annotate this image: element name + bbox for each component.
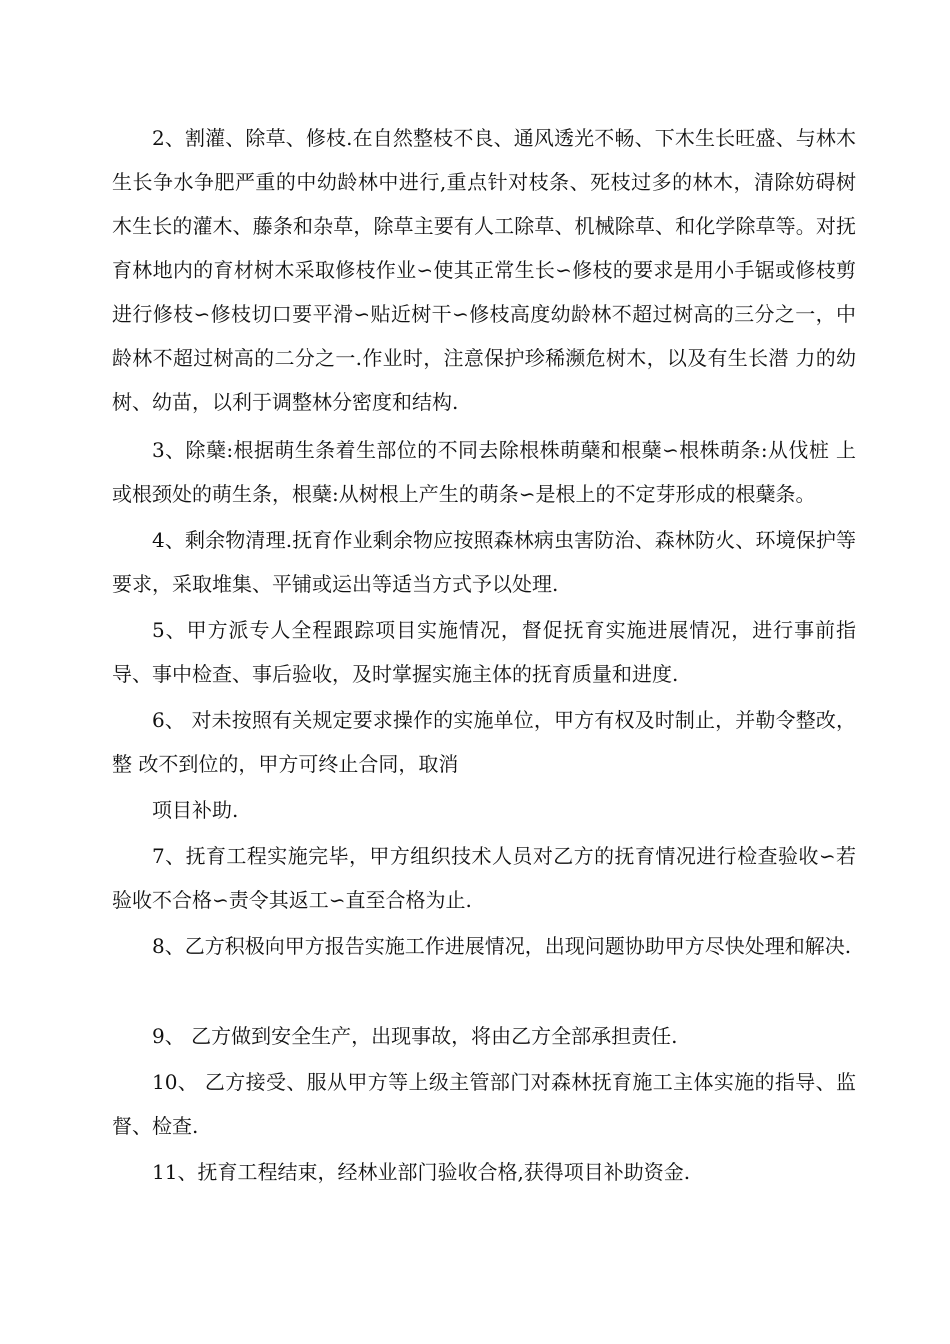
paragraph-item-5: 5、甲方派专人全程跟踪项目实施情况，督促抚育实施进展情况，进行事前指导、事中检查、事后验收，及时掌握实施主体的抚育质量和进度. — [112, 618, 856, 686]
paragraph-item-9: 9、 乙方做到安全生产，出现事故，将由乙方全部承担责任. — [152, 1024, 678, 1048]
paragraph-item-2: 2、割灌、除草、修枝.在自然整枝不良、通风透光不畅、下木生长旺盛、与林木生长争水争肥严重的中幼龄林中进行,重点针对枝条、死枝过多的林木，清除妨碍树木生长的灌木、藤条和杂草，除草主要有人工除草、机械除草、和化学除草等。对抚育林地内的育材树木采取修枝作业∽使其正常生长∽修枝的要求是用小手锯或修枝剪进行修枝∽修枝切口要平滑∽贴近树干∽修枝高度幼龄林不超过树高的三分之一，中龄林不超过树高的二分之一.作业时，注意保护珍稀濒危树木，以及有生长潜 力的幼树、幼苗，以利于调整林分密度和结构. — [112, 126, 856, 414]
paragraph-item-10: 10、 乙方接受、服从甲方等上级主管部门对森林抚育施工主体实施的指导、监督、检查. — [112, 1070, 856, 1138]
paragraph-item-3: 3、除蘖:根据萌生条着生部位的不同去除根株萌蘖和根蘖∽根株萌条:从伐桩 上或根颈处的萌生条，根蘖:从树根上产生的萌条∽是根上的不定芽形成的根蘖条。 — [112, 438, 856, 506]
paragraph-item-11: 11、抚育工程结束，经林业部门验收合格,获得项目补助资金. — [152, 1160, 691, 1184]
paragraph-item-6: 6、 对未按照有关规定要求操作的实施单位，甲方有权及时制止，并勒令整改，整 改不到位的，甲方可终止合同，取消 — [112, 708, 856, 776]
paragraph-item-8: 8、乙方积极向甲方报告实施工作进展情况，出现问题协助甲方尽快处理和解决. — [152, 934, 852, 958]
paragraph-item-4: 4、剩余物清理.抚育作业剩余物应按照森林病虫害防治、森林防火、环境保护等要求，采取堆集、平铺或运出等适当方式予以处理. — [112, 528, 856, 596]
paragraph-item-6-continuation: 项目补助. — [152, 798, 239, 822]
paragraph-item-7: 7、抚育工程实施完毕，甲方组织技术人员对乙方的抚育情况进行检查验收∽若验收不合格∽责令其返工∽直至合格为止. — [112, 844, 856, 912]
